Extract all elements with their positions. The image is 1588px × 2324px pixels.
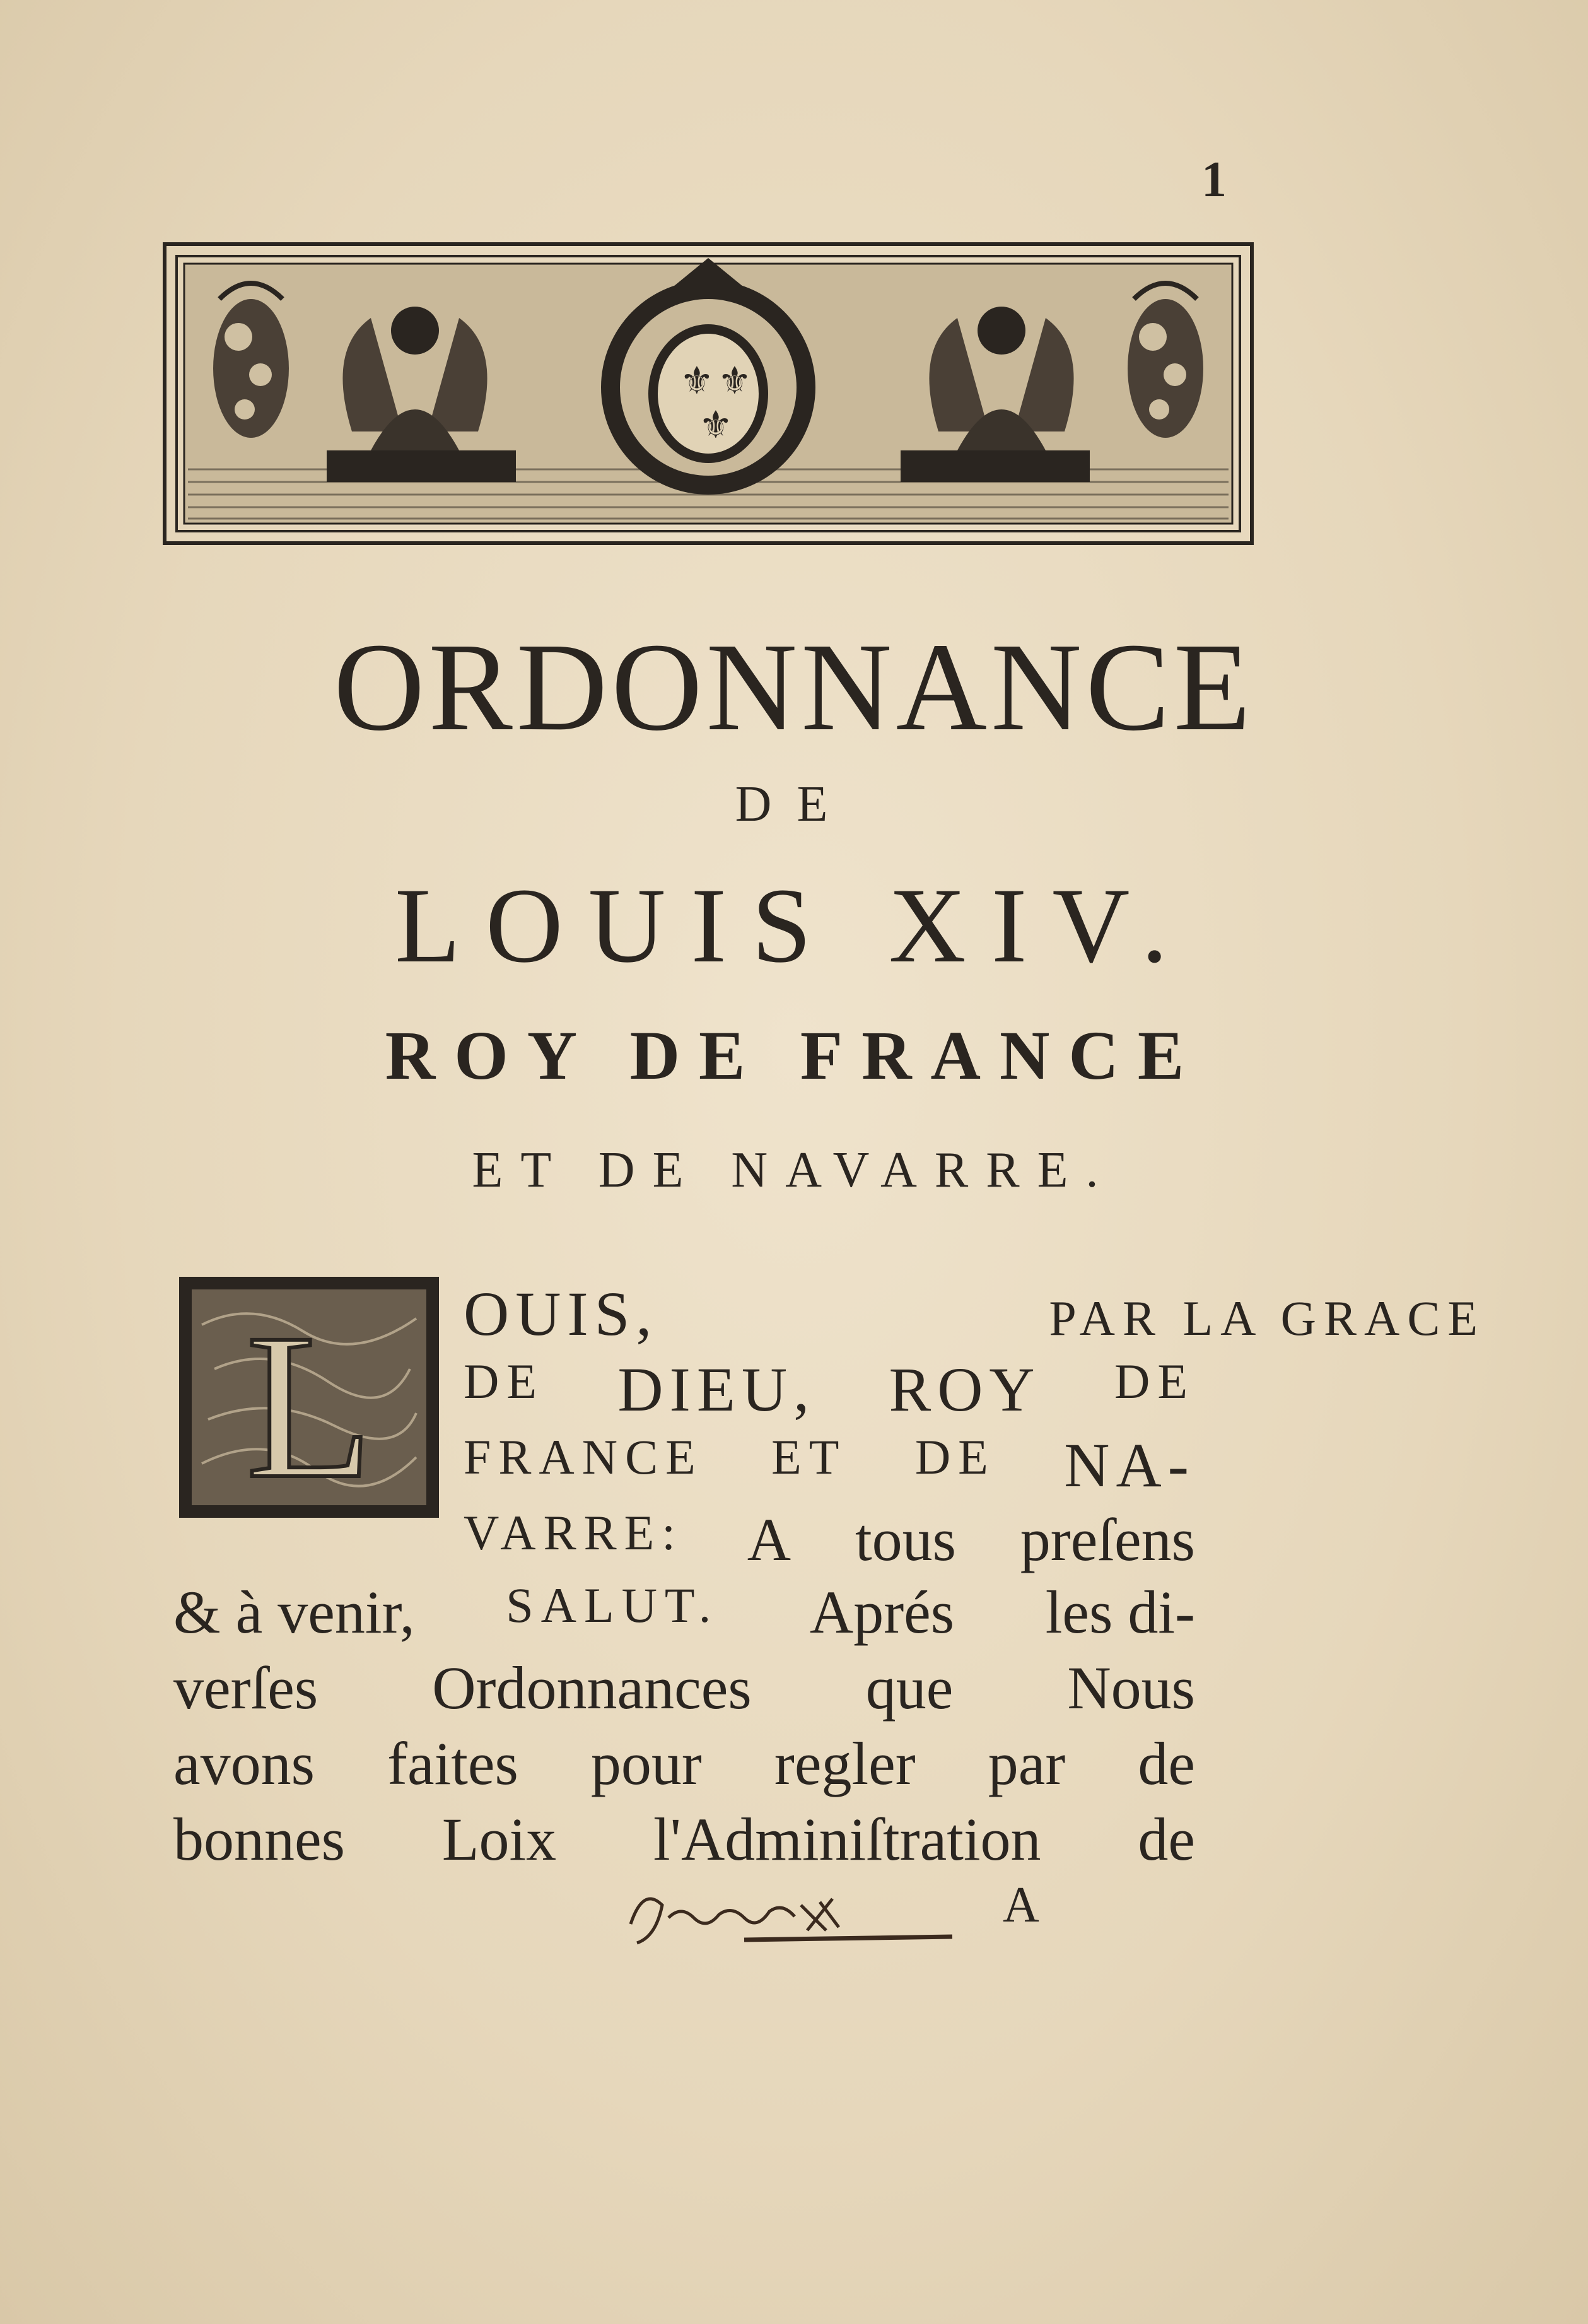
body-word: regler bbox=[774, 1730, 916, 1797]
title-ordonnance: ORDONNANCE bbox=[334, 618, 1254, 757]
body-line-7 bbox=[173, 1728, 1195, 1799]
body-word: faites bbox=[387, 1730, 518, 1797]
body-word: DE bbox=[1114, 1354, 1195, 1409]
body-word: que bbox=[865, 1654, 954, 1722]
body-line-2 bbox=[464, 1353, 1195, 1426]
body-word: OUIS, bbox=[464, 1279, 658, 1349]
body-word: tous bbox=[855, 1506, 956, 1573]
svg-text:⚜: ⚜ bbox=[680, 359, 714, 403]
page-number: 1 bbox=[1201, 152, 1227, 208]
body-line-4 bbox=[464, 1505, 1195, 1575]
body-word: Ordonnances bbox=[432, 1654, 752, 1722]
title-et-de-navarre: ET DE NAVARRE. bbox=[472, 1142, 1116, 1198]
title-louis-xiv: LOUIS XIV. bbox=[395, 866, 1193, 985]
body-word: A bbox=[747, 1506, 791, 1573]
body-line-8 bbox=[173, 1804, 1195, 1874]
body-word: pour bbox=[590, 1730, 702, 1797]
body-word: DIEU, bbox=[617, 1354, 816, 1424]
body-word: les di- bbox=[1045, 1578, 1195, 1646]
body-line-5 bbox=[173, 1577, 1195, 1647]
body-word: VARRE: bbox=[464, 1505, 683, 1560]
svg-text:L: L bbox=[246, 1291, 373, 1520]
svg-text:⚜: ⚜ bbox=[699, 403, 733, 447]
body-word: ROY bbox=[889, 1354, 1041, 1424]
body-line-6 bbox=[173, 1653, 1195, 1723]
woodcut-headpiece bbox=[163, 242, 1254, 545]
body-word: avons bbox=[173, 1730, 315, 1797]
svg-text:⚜: ⚜ bbox=[718, 359, 752, 403]
body-line-1 bbox=[464, 1277, 1485, 1350]
catchword: A bbox=[1003, 1877, 1039, 1933]
body-word: Loix bbox=[441, 1805, 557, 1873]
body-word: SALUT. bbox=[506, 1578, 719, 1633]
body-line-3 bbox=[464, 1429, 1195, 1501]
decorated-initial-letter bbox=[177, 1274, 441, 1520]
body-word: bonnes bbox=[173, 1805, 345, 1873]
body-word: FRANCE bbox=[464, 1429, 703, 1484]
body-word: preſens bbox=[1020, 1506, 1195, 1573]
body-word: verſes bbox=[173, 1654, 318, 1722]
handwritten-signature bbox=[618, 1867, 971, 1956]
body-word: ET bbox=[771, 1429, 847, 1484]
body-word: de bbox=[1138, 1805, 1195, 1873]
body-word: Aprés bbox=[809, 1578, 955, 1646]
body-word: DE bbox=[914, 1429, 996, 1484]
body-word: Nous bbox=[1067, 1654, 1195, 1722]
title-de: DE bbox=[735, 777, 853, 832]
body-word: DE bbox=[464, 1354, 544, 1409]
body-word: PAR LA GRACE bbox=[1049, 1291, 1485, 1346]
body-word: NA- bbox=[1064, 1430, 1195, 1500]
body-word: de bbox=[1138, 1730, 1195, 1797]
body-word: & à venir, bbox=[173, 1578, 415, 1646]
body-word: l'Adminiſtration bbox=[653, 1805, 1041, 1873]
body-word: par bbox=[988, 1730, 1066, 1797]
title-roy-de-france: ROY DE FRANCE bbox=[385, 1017, 1203, 1094]
